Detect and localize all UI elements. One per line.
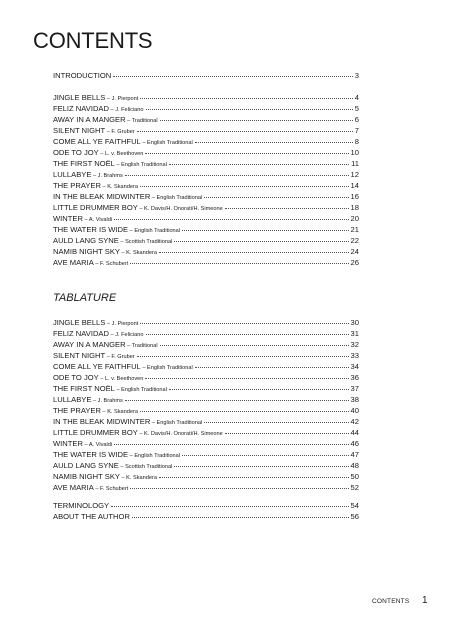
entry-title-text: COME ALL YE FAITHFUL	[53, 362, 141, 371]
entry-title-text: FELIZ NAVIDAD	[53, 329, 109, 338]
toc-entry[interactable]	[53, 383, 359, 394]
entry-composer: – English Traditional	[140, 140, 193, 146]
entry-title	[53, 511, 130, 522]
leader-dots	[114, 219, 348, 220]
leader-dots	[174, 466, 348, 467]
entry-title-text: AULD LANG SYNE	[53, 236, 119, 245]
entry-page-number: 8	[354, 137, 359, 146]
leader-dots	[182, 455, 349, 456]
toc-entry[interactable]	[53, 460, 359, 471]
leader-dots	[145, 378, 348, 379]
leader-dots	[145, 153, 348, 154]
entry-composer: – J. Feliciano	[108, 107, 144, 113]
entry-composer: – J. Brahms	[91, 398, 123, 404]
entry-page-number: 33	[350, 351, 359, 360]
entry-title-text: THE WATER IS WIDE	[53, 450, 129, 459]
toc-entry[interactable]	[53, 169, 359, 180]
toc-entry[interactable]	[53, 482, 359, 493]
leader-dots	[182, 230, 349, 231]
entry-composer: – J. Pierpont	[105, 321, 139, 327]
entry-page-number: 5	[354, 104, 359, 113]
entry-page-number: 26	[350, 258, 359, 267]
leader-dots	[225, 433, 349, 434]
entry-composer: – L. v. Beethoven	[98, 151, 144, 157]
entry-composer: – Scottish Traditional	[118, 464, 173, 470]
entry-title-text: IN THE BLEAK MIDWINTER	[53, 417, 151, 426]
toc-entry[interactable]	[53, 92, 359, 103]
toc-entry[interactable]	[53, 158, 359, 169]
leader-dots	[195, 367, 349, 368]
entry-page-number: 14	[350, 181, 359, 190]
entry-composer: – J. Brahms	[91, 173, 123, 179]
entry-title	[53, 70, 111, 81]
leader-dots	[169, 164, 349, 165]
entry-composer: – English Traditional	[114, 387, 167, 393]
entry-title-text: AVE MARIA	[53, 258, 94, 267]
toc-entry[interactable]	[53, 191, 359, 202]
entry-title-text: ODE TO JOY	[53, 148, 99, 157]
entry-page-number: 40	[350, 406, 359, 415]
entry-page-number: 16	[350, 192, 359, 201]
toc-entry[interactable]	[53, 224, 359, 235]
entry-composer: – A. Vivaldi	[82, 442, 113, 448]
entry-title-text: LITTLE DRUMMER BOY	[53, 203, 138, 212]
entry-composer: – Traditional	[125, 343, 158, 349]
toc-backmatter	[53, 500, 359, 522]
entry-title-text: AWAY IN A MANGER	[53, 340, 126, 349]
page-title: CONTENTS	[33, 28, 153, 53]
leader-dots	[160, 120, 353, 121]
entry-title-text: JINGLE BELLS	[53, 93, 106, 102]
toc-entry[interactable]	[53, 317, 359, 328]
entry-page-number: 34	[350, 362, 359, 371]
toc-entry[interactable]	[53, 500, 359, 511]
leader-dots	[140, 411, 349, 412]
entry-page-number: 30	[350, 318, 359, 327]
leader-dots	[204, 422, 348, 423]
toc-entry[interactable]	[53, 202, 359, 213]
leader-dots	[140, 98, 352, 99]
entry-composer: – F. Schubert	[93, 261, 129, 267]
leader-dots	[195, 142, 353, 143]
entry-title-text: INTRODUCTION	[53, 71, 112, 80]
leader-dots	[132, 517, 349, 518]
entry-page-number: 56	[350, 512, 359, 521]
leader-dots	[160, 345, 349, 346]
toc-entry[interactable]	[53, 70, 359, 81]
entry-composer: – F. Gruber	[105, 129, 135, 135]
toc-entry[interactable]	[53, 361, 359, 372]
entry-composer: – Traditional	[125, 118, 158, 124]
toc-entry[interactable]	[53, 114, 359, 125]
entry-page-number: 31	[350, 329, 359, 338]
entry-title-text: WINTER	[53, 439, 83, 448]
entry-page-number: 52	[350, 483, 359, 492]
entry-page-number: 11	[351, 159, 359, 168]
entry-page-number: 10	[350, 148, 359, 157]
toc-entry[interactable]	[53, 511, 359, 522]
toc-intro	[53, 70, 359, 81]
entry-title-text: LULLABYE	[53, 395, 92, 404]
toc-entry[interactable]	[53, 405, 359, 416]
leader-dots	[125, 175, 349, 176]
leader-dots	[225, 208, 349, 209]
entry-page-number: 12	[350, 170, 359, 179]
entry-page-number: 44	[350, 428, 359, 437]
toc-entry[interactable]	[53, 471, 359, 482]
entry-composer: – J. Pierpont	[105, 96, 139, 102]
entry-page-number: 4	[354, 93, 359, 102]
leader-dots	[113, 76, 353, 77]
entry-title-text: ABOUT THE AUTHOR	[53, 512, 130, 521]
entry-composer: – J. Feliciano	[108, 332, 144, 338]
entry-title-text: IN THE BLEAK MIDWINTER	[53, 192, 151, 201]
entry-title-text: THE FIRST NOËL	[53, 159, 115, 168]
entry-composer: – L. v. Beethoven	[98, 376, 144, 382]
entry-title-text: SILENT NIGHT	[53, 351, 106, 360]
entry-composer: – K. Skandera	[119, 475, 157, 481]
leader-dots	[159, 252, 349, 253]
entry-title-text: TERMINOLOGY	[53, 501, 110, 510]
leader-dots	[159, 477, 349, 478]
entry-page-number: 38	[350, 395, 359, 404]
entry-title-text: AVE MARIA	[53, 483, 94, 492]
entry-composer: – K. Skandera	[100, 184, 138, 190]
leader-dots	[169, 389, 349, 390]
entry-composer: – K. Davis/H. Onorati/H. Simeone	[137, 206, 223, 212]
toc-entry[interactable]	[53, 416, 359, 427]
entry-page-number: 48	[350, 461, 359, 470]
entry-title-text: ODE TO JOY	[53, 373, 99, 382]
entry-composer: – F. Gruber	[105, 354, 135, 360]
leader-dots	[140, 186, 349, 187]
leader-dots	[137, 356, 349, 357]
toc-entry[interactable]	[53, 372, 359, 383]
leader-dots	[130, 488, 348, 489]
entry-page-number: 20	[350, 214, 359, 223]
entry-page-number: 37	[350, 384, 359, 393]
toc-entry[interactable]	[53, 147, 359, 158]
entry-title-text: FELIZ NAVIDAD	[53, 104, 109, 113]
entry-page-number: 46	[350, 439, 359, 448]
entry-page-number: 7	[354, 126, 359, 135]
leader-dots	[114, 444, 348, 445]
entry-page-number: 47	[350, 450, 359, 459]
toc-entry[interactable]	[53, 257, 359, 268]
entry-title	[53, 500, 109, 511]
entry-page-number: 24	[350, 247, 359, 256]
toc-entry[interactable]	[53, 427, 359, 438]
entry-title-text: THE PRAYER	[53, 181, 101, 190]
entry-page-number: 36	[350, 373, 359, 382]
toc-entry[interactable]	[53, 449, 359, 460]
toc-entry[interactable]	[53, 328, 359, 339]
entry-title-text: AWAY IN A MANGER	[53, 115, 126, 124]
toc-entry[interactable]	[53, 103, 359, 114]
toc-entry[interactable]	[53, 125, 359, 136]
entry-composer: – A. Vivaldi	[82, 217, 113, 223]
entry-composer: – F. Schubert	[93, 486, 129, 492]
entry-page-number: 50	[350, 472, 359, 481]
entry-title-text: LITTLE DRUMMER BOY	[53, 428, 138, 437]
entry-title-text: THE WATER IS WIDE	[53, 225, 129, 234]
entry-composer: – English Traditional	[150, 195, 203, 201]
leader-dots	[146, 334, 349, 335]
entry-composer: – K. Davis/H. Onorati/H. Simeone	[137, 431, 223, 437]
entry-title-text: THE FIRST NOËL	[53, 384, 115, 393]
leader-dots	[204, 197, 348, 198]
toc-entry[interactable]	[53, 246, 359, 257]
entry-composer: – English Traditional	[140, 365, 193, 371]
entry-composer: – Scottish Traditional	[118, 239, 173, 245]
entry-title-text: THE PRAYER	[53, 406, 101, 415]
entry-title-text: WINTER	[53, 214, 83, 223]
entry-page-number: 3	[354, 71, 359, 80]
toc-tablature	[53, 317, 359, 493]
entry-composer: – English Traditional	[150, 420, 203, 426]
page-number: 1	[422, 595, 428, 606]
entry-composer: – K. Skandera	[119, 250, 157, 256]
entry-title-text: NAMIB NIGHT SKY	[53, 472, 120, 481]
entry-page-number: 32	[350, 340, 359, 349]
toc-songs	[53, 92, 359, 268]
entry-composer: – K. Skandera	[100, 409, 138, 415]
entry-page-number: 6	[354, 115, 359, 124]
toc-entry[interactable]	[53, 339, 359, 350]
toc-entry[interactable]	[53, 136, 359, 147]
leader-dots	[111, 506, 348, 507]
entry-title-text: COME ALL YE FAITHFUL	[53, 137, 141, 146]
leader-dots	[125, 400, 349, 401]
entry-title-text: JINGLE BELLS	[53, 318, 106, 327]
entry-title	[53, 482, 128, 495]
toc-entry[interactable]	[53, 180, 359, 191]
entry-composer: – English Traditional	[128, 228, 181, 234]
leader-dots	[140, 323, 348, 324]
toc-entry[interactable]	[53, 394, 359, 405]
entry-composer: – English Traditional	[114, 162, 167, 168]
entry-title-text: NAMIB NIGHT SKY	[53, 247, 120, 256]
leader-dots	[130, 263, 348, 264]
leader-dots	[146, 109, 353, 110]
toc-entry[interactable]	[53, 350, 359, 361]
entry-title	[53, 257, 128, 270]
leader-dots	[137, 131, 353, 132]
entry-page-number: 54	[350, 501, 359, 510]
entry-title-text: AULD LANG SYNE	[53, 461, 119, 470]
entry-page-number: 21	[350, 225, 359, 234]
entry-title-text: SILENT NIGHT	[53, 126, 106, 135]
toc-entry[interactable]	[53, 235, 359, 246]
tablature-heading: TABLATURE	[53, 292, 117, 304]
entry-page-number: 22	[350, 236, 359, 245]
entry-page-number: 18	[350, 203, 359, 212]
footer-label: CONTENTS	[372, 598, 410, 605]
entry-page-number: 42	[350, 417, 359, 426]
entry-composer: – English Traditional	[128, 453, 181, 459]
leader-dots	[174, 241, 348, 242]
entry-title-text: LULLABYE	[53, 170, 92, 179]
